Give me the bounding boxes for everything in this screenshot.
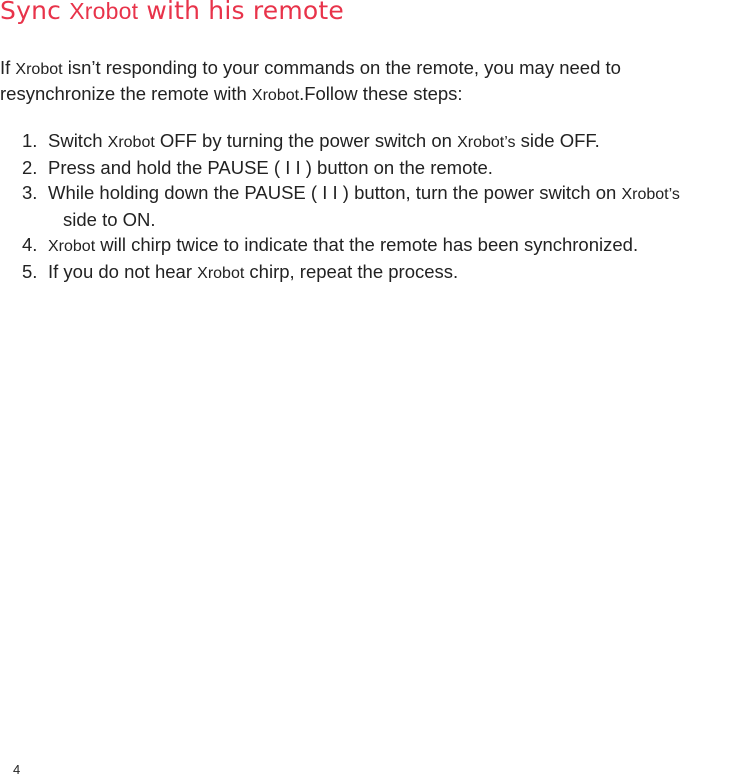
title-prefix: Sync xyxy=(0,0,70,25)
step-text: chirp, repeat the process. xyxy=(244,261,459,282)
brand-name: Xrobot xyxy=(107,134,155,151)
brand-name: Xrobot xyxy=(197,265,245,282)
step-item-5 xyxy=(0,259,734,286)
intro-text: isn’t responding to your commands on the remote, you may need to resynchronize the remote with xyxy=(0,57,621,104)
brand-name: Xrobot xyxy=(251,87,300,104)
brand-name: Xrobot’s xyxy=(457,134,516,151)
brand-name: Xrobot’s xyxy=(621,186,680,203)
step-number: 4. xyxy=(22,234,38,255)
step-text: OFF by turning the power switch on xyxy=(154,130,458,151)
title-suffix: with his remote xyxy=(138,0,345,25)
step-item-4 xyxy=(0,232,734,259)
step-text: Switch xyxy=(48,130,108,151)
brand-name: Xrobot xyxy=(15,61,63,78)
step-text: While holding down the PAUSE ( I I ) button, turn the power switch on xyxy=(48,182,622,203)
step-number: 1. xyxy=(22,130,38,151)
step-text: Press and hold the PAUSE ( I I ) button on the remote. xyxy=(48,157,493,178)
step-text: If you do not hear xyxy=(48,261,198,282)
page-title xyxy=(0,0,344,25)
step-number: 5. xyxy=(22,261,38,282)
intro-text: .Follow these steps: xyxy=(299,83,463,104)
step-item-2 xyxy=(0,155,734,180)
intro-paragraph xyxy=(0,56,730,108)
step-item-3 xyxy=(0,180,734,207)
step-text: will chirp twice to indicate that the remote has been synchronized. xyxy=(95,234,639,255)
step-text: side to ON. xyxy=(63,209,156,230)
intro-text: If xyxy=(0,57,16,78)
steps-list xyxy=(0,128,734,286)
brand-name: Xrobot xyxy=(48,238,96,255)
step-item-3-continued xyxy=(0,207,734,232)
title-brand-name: Xrobot xyxy=(69,0,139,24)
step-number: 3. xyxy=(22,182,38,203)
step-number: 2. xyxy=(22,157,38,178)
step-text: side OFF. xyxy=(515,130,600,151)
page-number: 4 xyxy=(13,762,21,777)
step-item-1 xyxy=(0,128,734,155)
